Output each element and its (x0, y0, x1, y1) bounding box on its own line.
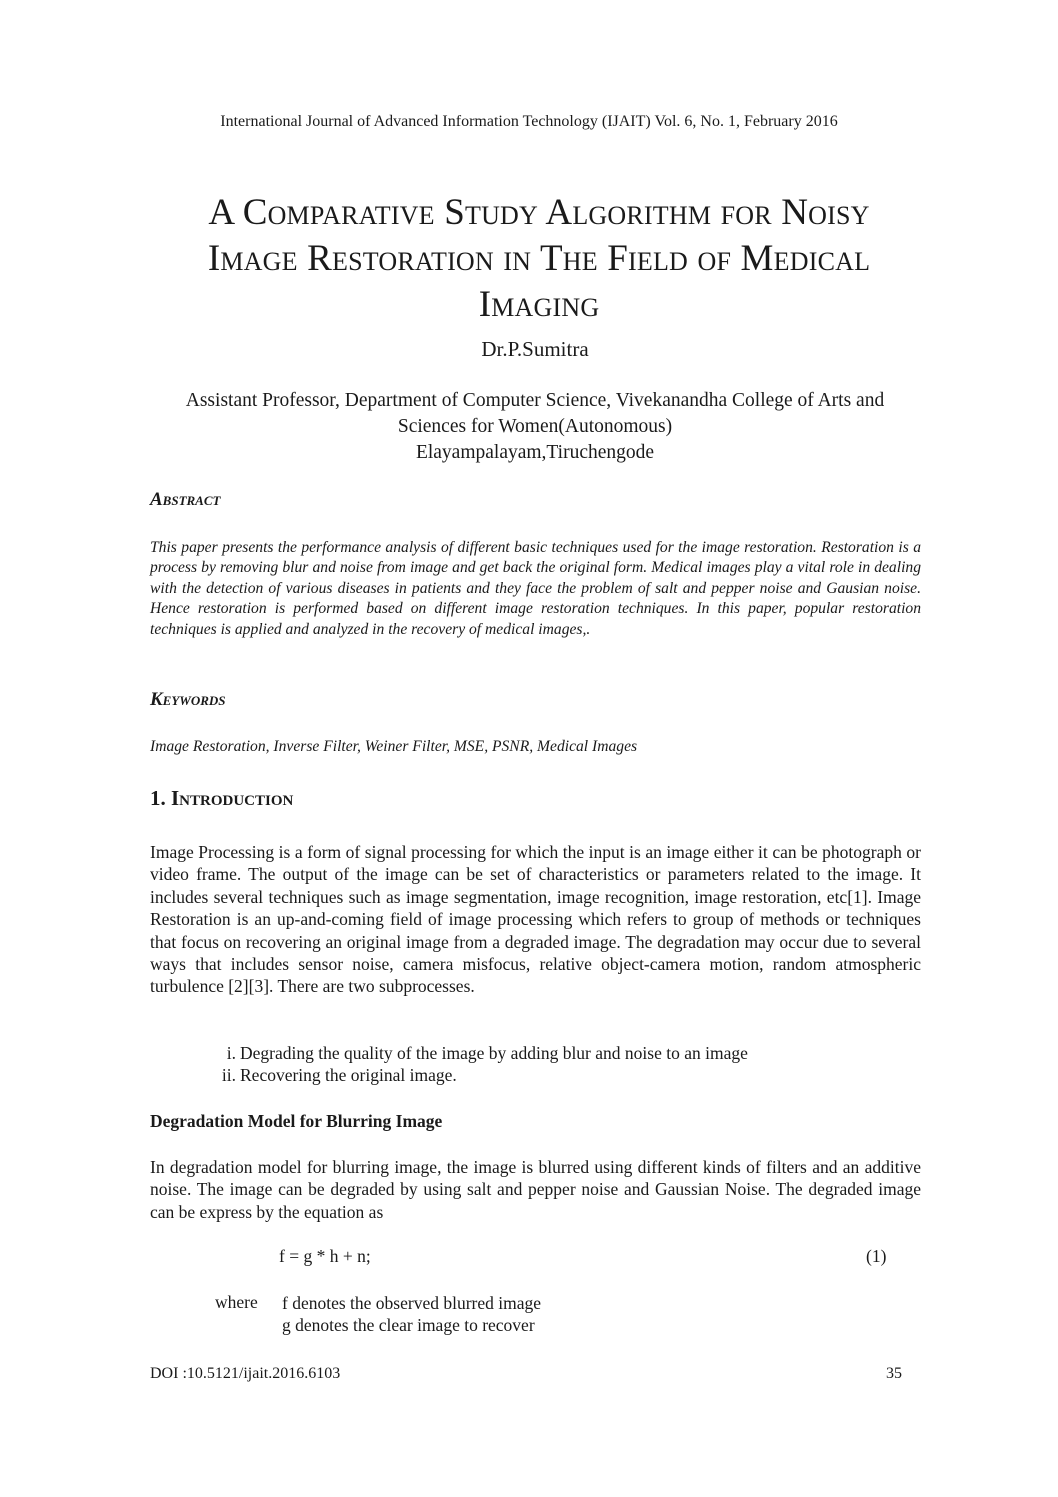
keywords-heading: Keywords (150, 689, 226, 710)
page-number: 35 (886, 1365, 902, 1382)
equation-number: (1) (866, 1246, 887, 1266)
degradation-model-text: In degradation model for blurring image, the image is blurred using different kinds of filters and an additive noise. The image can be degraded by using salt and pepper noise and Gaussian Noise. The degraded image can be express by the equation as (150, 1157, 921, 1222)
author-name: Dr.P.Sumitra (481, 337, 589, 361)
list-item (196, 1064, 896, 1086)
journal-header: International Journal of Advanced Information Technology (IJAIT) Vol. 6, No. 1, February 2016 (220, 113, 838, 130)
title-line: Image Restoration in The Field of Medical (207, 238, 871, 279)
affiliation-line: Elayampalayam,Tiruchengode (415, 442, 655, 463)
where-label: where (215, 1292, 258, 1312)
introduction-text: Image Processing is a form of signal processing for which the input is an image either it can be photograph or video frame. The output of the image can be set of characteristics or parameters related to the image. It includes several techniques such as image segmentation, image recognition, image restoration, etc[1]. Image Restoration is an up-and-coming field of image processing which refers to group of methods or techniques that focus on recovering an original image from a degraded image. The degradation may occur due to several ways that includes sensor noise, camera misfocus, relative object-camera motion, random atmospheric turbulence [2][3]. There are two subprocesses. (150, 842, 921, 997)
doi-footer: DOI :10.5121/ijait.2016.6103 (150, 1365, 341, 1382)
list-marker: i. (226, 1043, 236, 1063)
abstract-heading: Abstract (150, 489, 221, 510)
equation: f = g * h + n; (279, 1246, 371, 1266)
title-line: Imaging (478, 284, 600, 325)
abstract-text: This paper presents the performance analysis of different basic techniques used for the image restoration. Restoration is a process by removing blur and noise from image and get back the original form. Medical images play a vital role in dealing with the detection of various diseases in patients and they face the problem of salt and pepper noise and Gausian noise. Hence restoration is performed based on different image restoration techniques. In this paper, popular restoration techniques is applied and analyzed in the recovery of medical images,. (150, 539, 921, 638)
affiliation-line: Sciences for Women(Autonomous) (397, 416, 673, 437)
definition-line: f denotes the observed blurred image (282, 1293, 542, 1313)
list-marker: ii. (221, 1065, 236, 1086)
where-definitions (282, 1292, 541, 1337)
title-line: A Comparative Study Algorithm for Noisy (208, 192, 870, 233)
subprocess-list (196, 1042, 896, 1087)
paper-title (100, 190, 978, 328)
affiliation-line: Assistant Professor, Department of Computer Science, Vivekanandha College of Arts and (185, 390, 885, 411)
author-affiliation (120, 388, 950, 466)
definition-line: g denotes the clear image to recover (282, 1315, 535, 1336)
keywords-text: Image Restoration, Inverse Filter, Weiner Filter, MSE, PSNR, Medical Images (150, 738, 638, 755)
list-item-text: Recovering the original image. (240, 1065, 457, 1086)
list-item (196, 1042, 896, 1064)
introduction-heading: 1. Introduction (150, 786, 294, 810)
degradation-model-heading: Degradation Model for Blurring Image (150, 1111, 443, 1131)
list-item-text: Degrading the quality of the image by adding blur and noise to an image (240, 1043, 748, 1063)
